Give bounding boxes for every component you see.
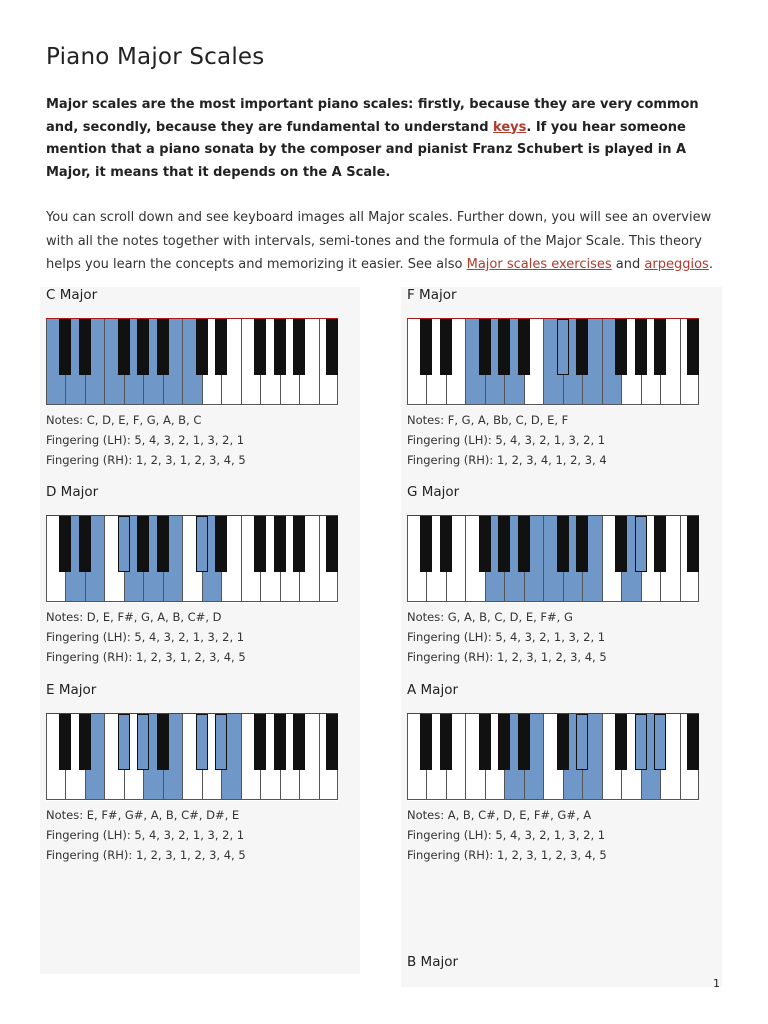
page-title: Piano Major Scales: [46, 44, 265, 70]
black-key: [59, 516, 71, 572]
black-key: [293, 319, 305, 375]
intro-text: and: [611, 257, 645, 272]
black-key: [576, 516, 588, 572]
black-key: [615, 714, 627, 770]
intro-paragraph-2: [46, 206, 736, 277]
black-key: [196, 319, 208, 375]
black-key: [576, 319, 588, 375]
black-key: [635, 714, 647, 770]
scale-fingering-lh: Fingering (LH): 5, 4, 3, 2, 1, 3, 2, 1: [46, 433, 245, 447]
black-key: [326, 319, 338, 375]
black-key: [498, 714, 510, 770]
piano-keyboard: [407, 515, 699, 603]
black-key: [215, 714, 227, 770]
black-key: [293, 516, 305, 572]
black-key: [654, 319, 666, 375]
intro-text: .: [708, 257, 713, 272]
intro-paragraph-1: [46, 94, 726, 184]
black-key: [687, 319, 699, 375]
page-number: 1: [713, 977, 720, 990]
scale-fingering-lh: Fingering (LH): 5, 4, 3, 2, 1, 3, 2, 1: [407, 630, 606, 644]
black-key: [518, 319, 530, 375]
scale-fingering-rh: Fingering (RH): 1, 2, 3, 1, 2, 3, 4, 5: [46, 650, 246, 664]
black-key: [59, 319, 71, 375]
intro-text: You can scroll down and see keyboard images all Major scales. Further down, you will see an overview with all the notes together with intervals, semi-tones and the formula of the Major Scale. This theory helps you learn the concepts and memorizing it easier. See also: [46, 210, 712, 272]
black-key: [687, 714, 699, 770]
black-key: [79, 319, 91, 375]
black-key: [79, 516, 91, 572]
black-key: [215, 319, 227, 375]
scale-title: C Major: [46, 287, 98, 303]
black-key: [557, 319, 569, 375]
black-key: [498, 319, 510, 375]
black-key: [59, 714, 71, 770]
black-key: [420, 516, 432, 572]
scale-title: D Major: [46, 484, 99, 500]
black-key: [557, 714, 569, 770]
scale-notes: Notes: G, A, B, C, D, E, F#, G: [407, 610, 573, 624]
black-key: [254, 714, 266, 770]
black-key: [635, 516, 647, 572]
scale-fingering-lh: Fingering (LH): 5, 4, 3, 2, 1, 3, 2, 1: [46, 828, 245, 842]
black-key: [440, 319, 452, 375]
intro-text: . If you hear someone mention that a piano sonata by the composer and pianist Franz Schubert is played in A Major, it means that it depends on the A Scale.: [46, 119, 687, 180]
black-key: [79, 714, 91, 770]
piano-keyboard: [46, 318, 338, 406]
scale-fingering-lh: Fingering (LH): 5, 4, 3, 2, 1, 3, 2, 1: [407, 433, 606, 447]
black-key: [654, 516, 666, 572]
black-key: [254, 516, 266, 572]
piano-keyboard: [46, 515, 338, 603]
black-key: [576, 714, 588, 770]
scale-title: E Major: [46, 682, 97, 698]
black-key: [274, 516, 286, 572]
black-key: [274, 319, 286, 375]
black-key: [196, 516, 208, 572]
black-key: [137, 714, 149, 770]
scale-fingering-rh: Fingering (RH): 1, 2, 3, 4, 1, 2, 3, 4: [407, 453, 607, 467]
scale-notes: Notes: C, D, E, F, G, A, B, C: [46, 413, 202, 427]
black-key: [440, 714, 452, 770]
scale-notes: Notes: D, E, F#, G, A, B, C#, D: [46, 610, 222, 624]
black-key: [635, 319, 647, 375]
black-key: [615, 319, 627, 375]
scale-title: A Major: [407, 682, 459, 698]
black-key: [518, 714, 530, 770]
black-key: [420, 714, 432, 770]
scale-fingering-lh: Fingering (LH): 5, 4, 3, 2, 1, 3, 2, 1: [407, 828, 606, 842]
scale-title: B Major: [407, 954, 459, 970]
arpeggios-link[interactable]: arpeggios: [644, 257, 709, 272]
black-key: [118, 714, 130, 770]
major-scales-exercises-link[interactable]: Major scales exercises: [466, 257, 612, 272]
black-key: [615, 516, 627, 572]
piano-keyboard: [407, 713, 699, 801]
black-key: [196, 714, 208, 770]
black-key: [157, 516, 169, 572]
scale-title: G Major: [407, 484, 460, 500]
black-key: [479, 516, 491, 572]
scale-notes: Notes: A, B, C#, D, E, F#, G#, A: [407, 808, 592, 822]
black-key: [326, 714, 338, 770]
black-key: [687, 516, 699, 572]
scale-notes: Notes: E, F#, G#, A, B, C#, D#, E: [46, 808, 240, 822]
scale-notes: Notes: F, G, A, Bb, C, D, E, F: [407, 413, 569, 427]
black-key: [157, 319, 169, 375]
scale-title: F Major: [407, 287, 457, 303]
black-key: [420, 319, 432, 375]
black-key: [137, 516, 149, 572]
black-key: [498, 516, 510, 572]
keys-link[interactable]: keys: [493, 119, 527, 135]
black-key: [518, 516, 530, 572]
scale-fingering-rh: Fingering (RH): 1, 2, 3, 1, 2, 3, 4, 5: [407, 650, 607, 664]
black-key: [440, 516, 452, 572]
black-key: [326, 516, 338, 572]
scale-fingering-rh: Fingering (RH): 1, 2, 3, 1, 2, 3, 4, 5: [46, 848, 246, 862]
black-key: [479, 714, 491, 770]
intro-text: Major scales are the most important piano scales: firstly, because they are very common and, secondly, because they are fundamental to understand: [46, 97, 699, 135]
scale-fingering-rh: Fingering (RH): 1, 2, 3, 1, 2, 3, 4, 5: [46, 453, 246, 467]
scale-fingering-rh: Fingering (RH): 1, 2, 3, 1, 2, 3, 4, 5: [407, 848, 607, 862]
black-key: [293, 714, 305, 770]
black-key: [254, 319, 266, 375]
black-key: [118, 516, 130, 572]
black-key: [557, 516, 569, 572]
black-key: [274, 714, 286, 770]
piano-keyboard: [407, 318, 699, 406]
black-key: [157, 714, 169, 770]
black-key: [479, 319, 491, 375]
piano-keyboard: [46, 713, 338, 801]
black-key: [654, 714, 666, 770]
black-key: [215, 516, 227, 572]
black-key: [137, 319, 149, 375]
scale-fingering-lh: Fingering (LH): 5, 4, 3, 2, 1, 3, 2, 1: [46, 630, 245, 644]
black-key: [118, 319, 130, 375]
